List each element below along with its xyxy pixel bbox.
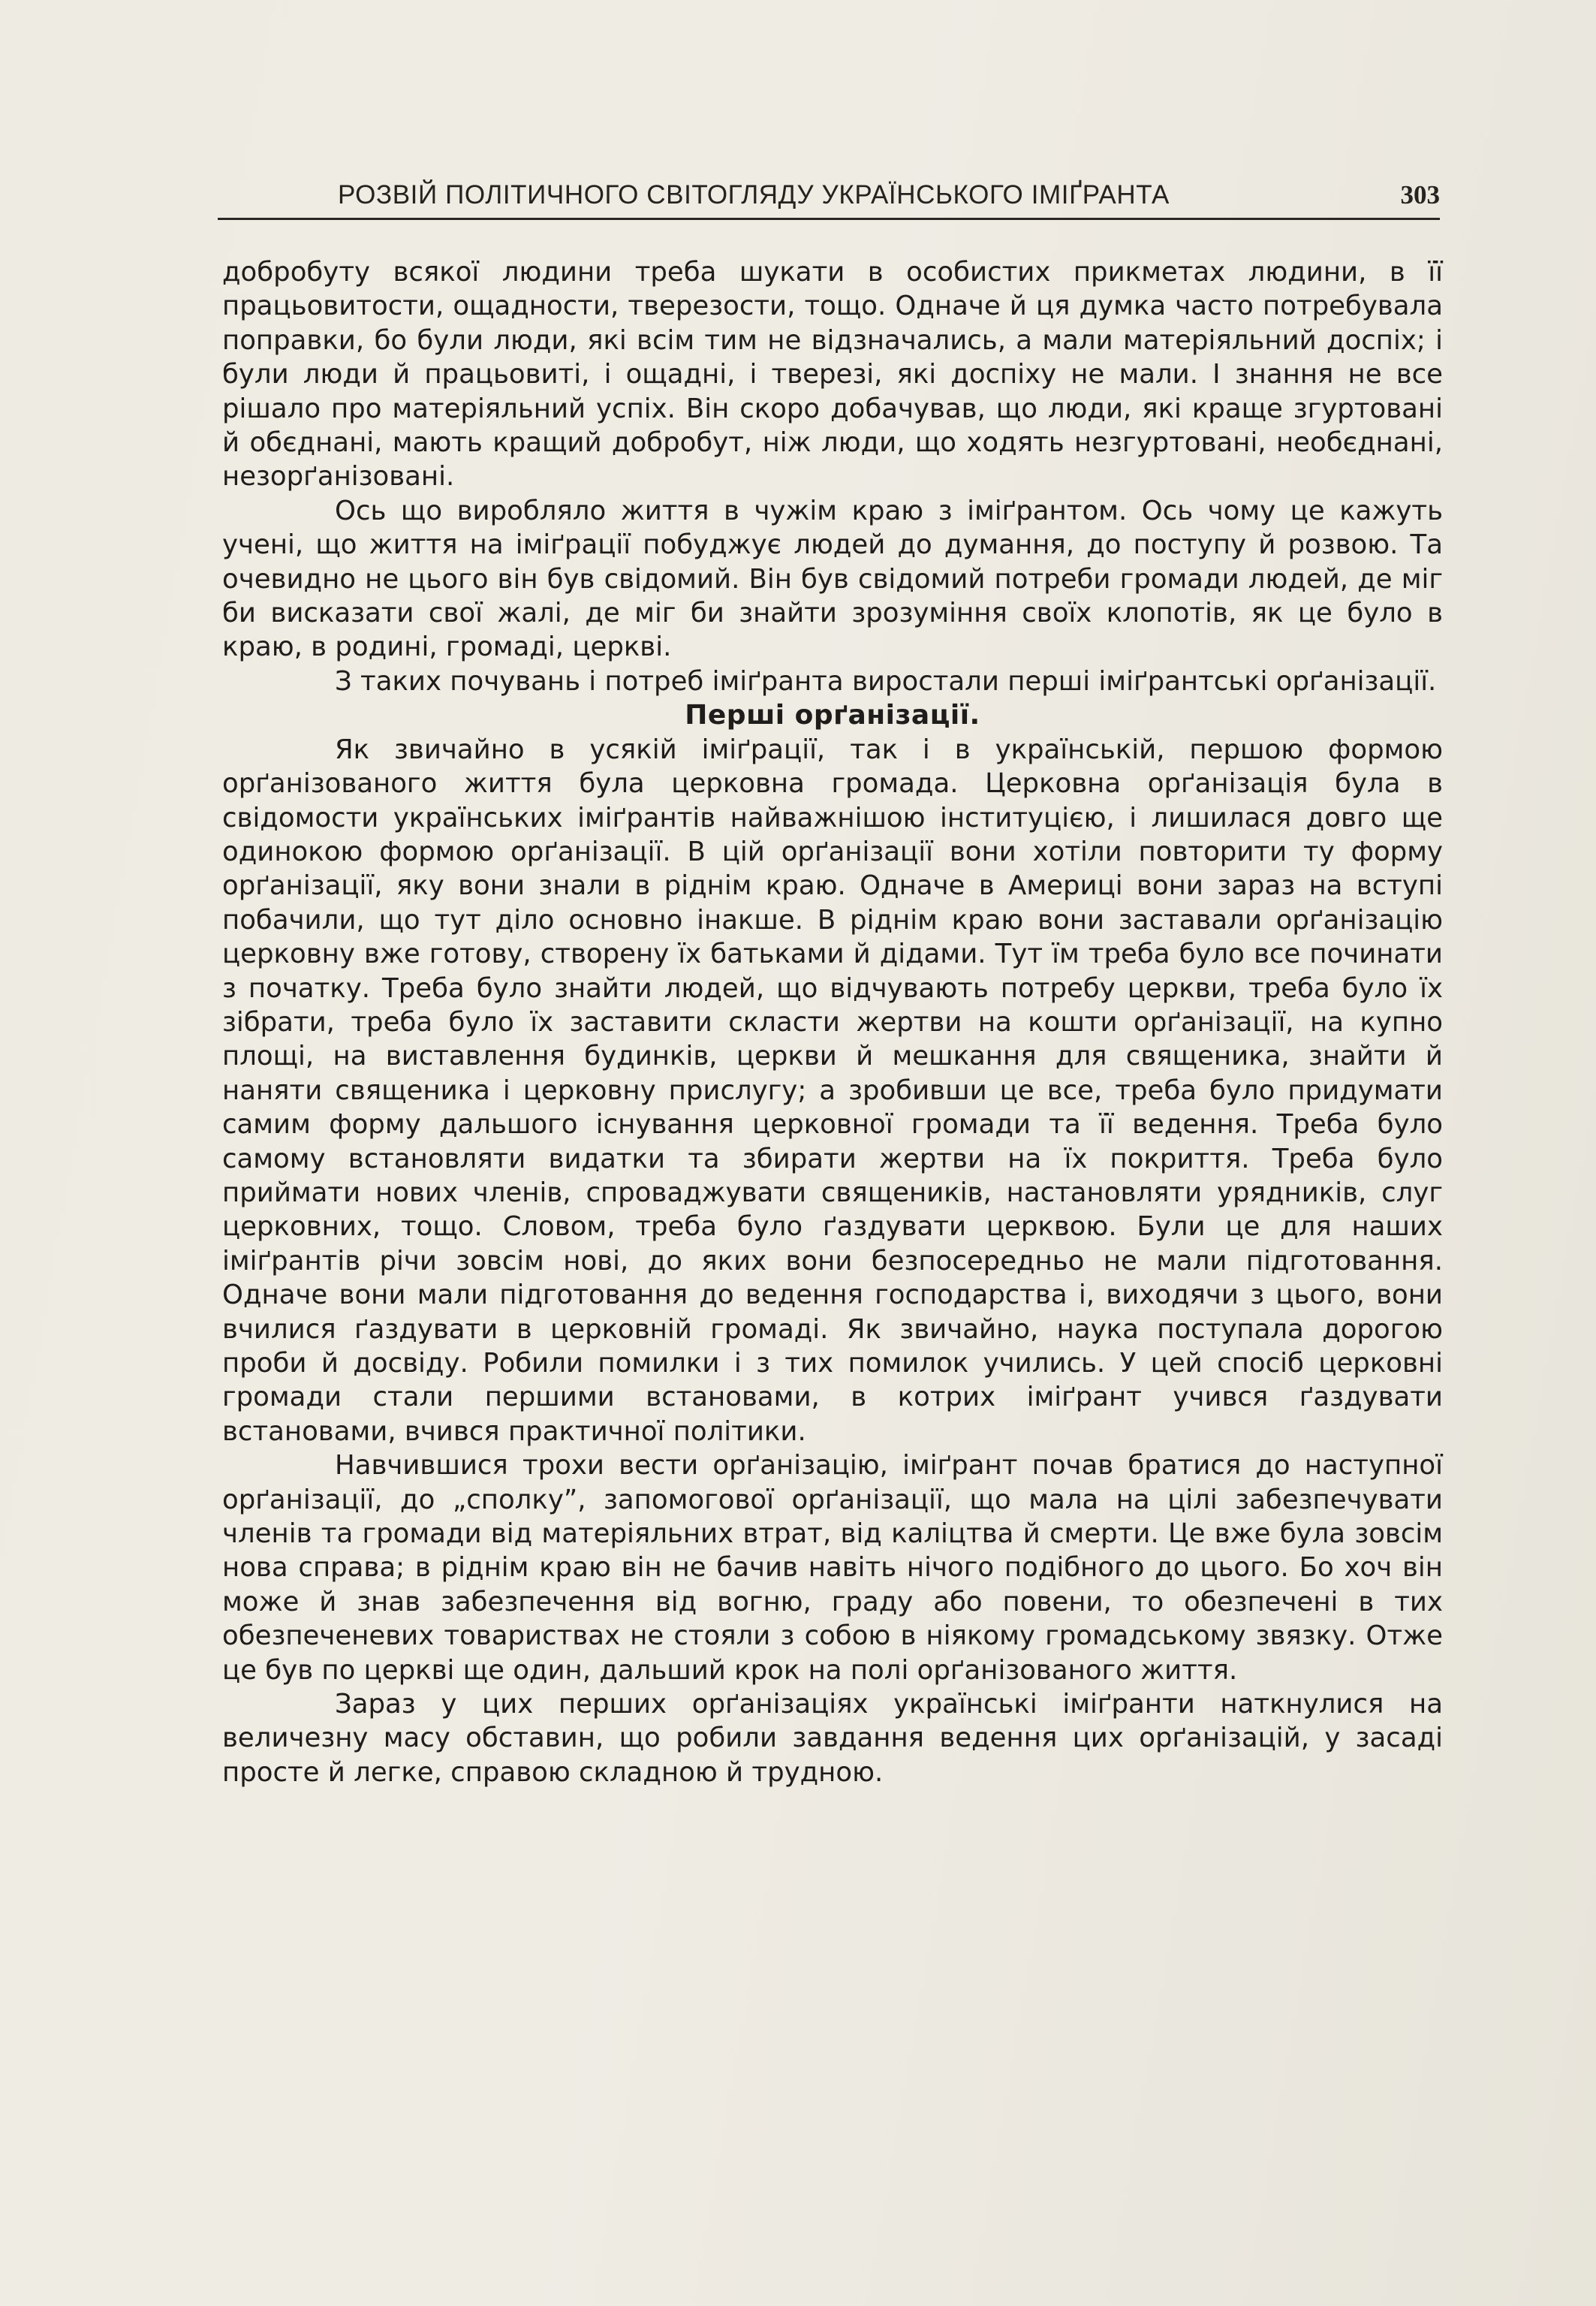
paragraph: добробуту всякої людини треба шукати в особистих прикметах людини, в її працьовитости, ощадности, тверезости, тощо. Одначе й ця думка часто потребувала поправки, бо були люди, які всім тим не відзначались, а мали матеріяльний доспіх; і були люди й працьовиті, і ощадні, і тверезі, які доспіху не мали. І знання не все рішало про матеріяльний успіх. Він скоро добачував, що люди, які краще згуртовані й обєднані, мають кращий добробут, ніж люди, що ходять незгуртовані, необєднані, незорґанізовані. xyxy=(222,257,1443,493)
page-number: 303 xyxy=(1400,180,1440,209)
body-text xyxy=(222,255,1443,1789)
section-heading: Перші орґанізації. xyxy=(685,700,980,731)
paragraph: Навчившися трохи вести орґанізацію, іміґрант почав братися до наступної орґанізації, до „сполку”, запомогової орґанізації, що мала на цілі забезпечувати членів та громади від матеріяльних втрат, від каліцтва й смерти. Це вже була зовсім нова справа; в ріднім краю він не бачив навіть нічого подібного до цього. Бо хоч він може й знав забезпечення від вогню, граду або повени, то обезпечені в тих обезпеченевих товариствах не стояли з собою в ніякому громадському звязку. Отже це був по церкві ще один, дальший крок на полі орґанізованого життя. xyxy=(222,1450,1443,1686)
paragraph: Зараз у цих перших орґанізаціях українські іміґранти наткнулися на величезну масу обставин, що робили завдання ведення цих орґанізацій, у засаді просте й легке, справою складною й трудною. xyxy=(222,1689,1443,1788)
paragraph: Як звичайно в усякій іміґрації, так і в українській, першою формою орґанізованого життя була церковна громада. Церковна орґанізація була в свідомости українських іміґрантів найважнішою інституцією, і лишилася довго ще одинокою формою орґанізації. В цій орґанізації вони хотіли повторити ту форму орґанізації, яку вони знали в ріднім краю. Одначе в Америці вони зараз на вступі побачили, що тут діло основно інакше. В ріднім краю вони заставали орґанізацію церковну вже готову, створену їх батьками й дідами. Тут їм треба було все починати з початку. Треба було знайти людей, що відчувають потребу церкви, треба було їх зібрати, треба було їх заставити скласти жертви на кошти орґанізації, на купно площі, на виставлення будинків, церкви й мешкання для священика, знайти й наняти священика і церковну прислугу; а зробивши це все, треба було придумати самим форму дальшого існування церковної громади та її ведення. Треба було самому встановляти видатки та збирати жертви на їх покриття. Треба було приймати нових членів, спроваджувати священиків, настановляти урядників, слуг церковних, тощо. Словом, треба було ґаздувати церквою. Були це для наших іміґрантів річи зовсім нові, до яких вони безпосередньо не мали підготовання. Одначе вони мали підготовання до ведення господарства і, виходячи з цього, вони вчилися ґаздувати в церковній громаді. Як звичайно, наука поступала дорогою проби й досвіду. Робили помилки і з тих помилок учились. У цей спосіб церковні громади стали першими встановами, в котрих іміґрант учився ґаздувати встановами, вчився практичної політики. xyxy=(222,734,1443,1447)
paragraph: З таких почувань і потреб іміґранта виростали перші іміґрантські орґанізації. xyxy=(335,665,1437,697)
paragraph: Ось що виробляло життя в чужім краю з іміґрантом. Ось чому це кажуть учені, що життя на іміґрації побуджує людей до думання, до поступу й розвою. Та очевидно не цього він був свідомий. Він був свідомий потреби громади людей, де міг би висказати свої жалі, де міг би знайти зрозуміння своїх клопотів, як це було в краю, в родині, громаді, церкві. xyxy=(222,495,1443,663)
page-header xyxy=(218,174,1440,220)
running-head: РОЗВІЙ ПОЛІТИЧНОГО СВІТОГЛЯДУ УКРАЇНСЬКОГО ІМІҐРАНТА xyxy=(338,180,1170,209)
